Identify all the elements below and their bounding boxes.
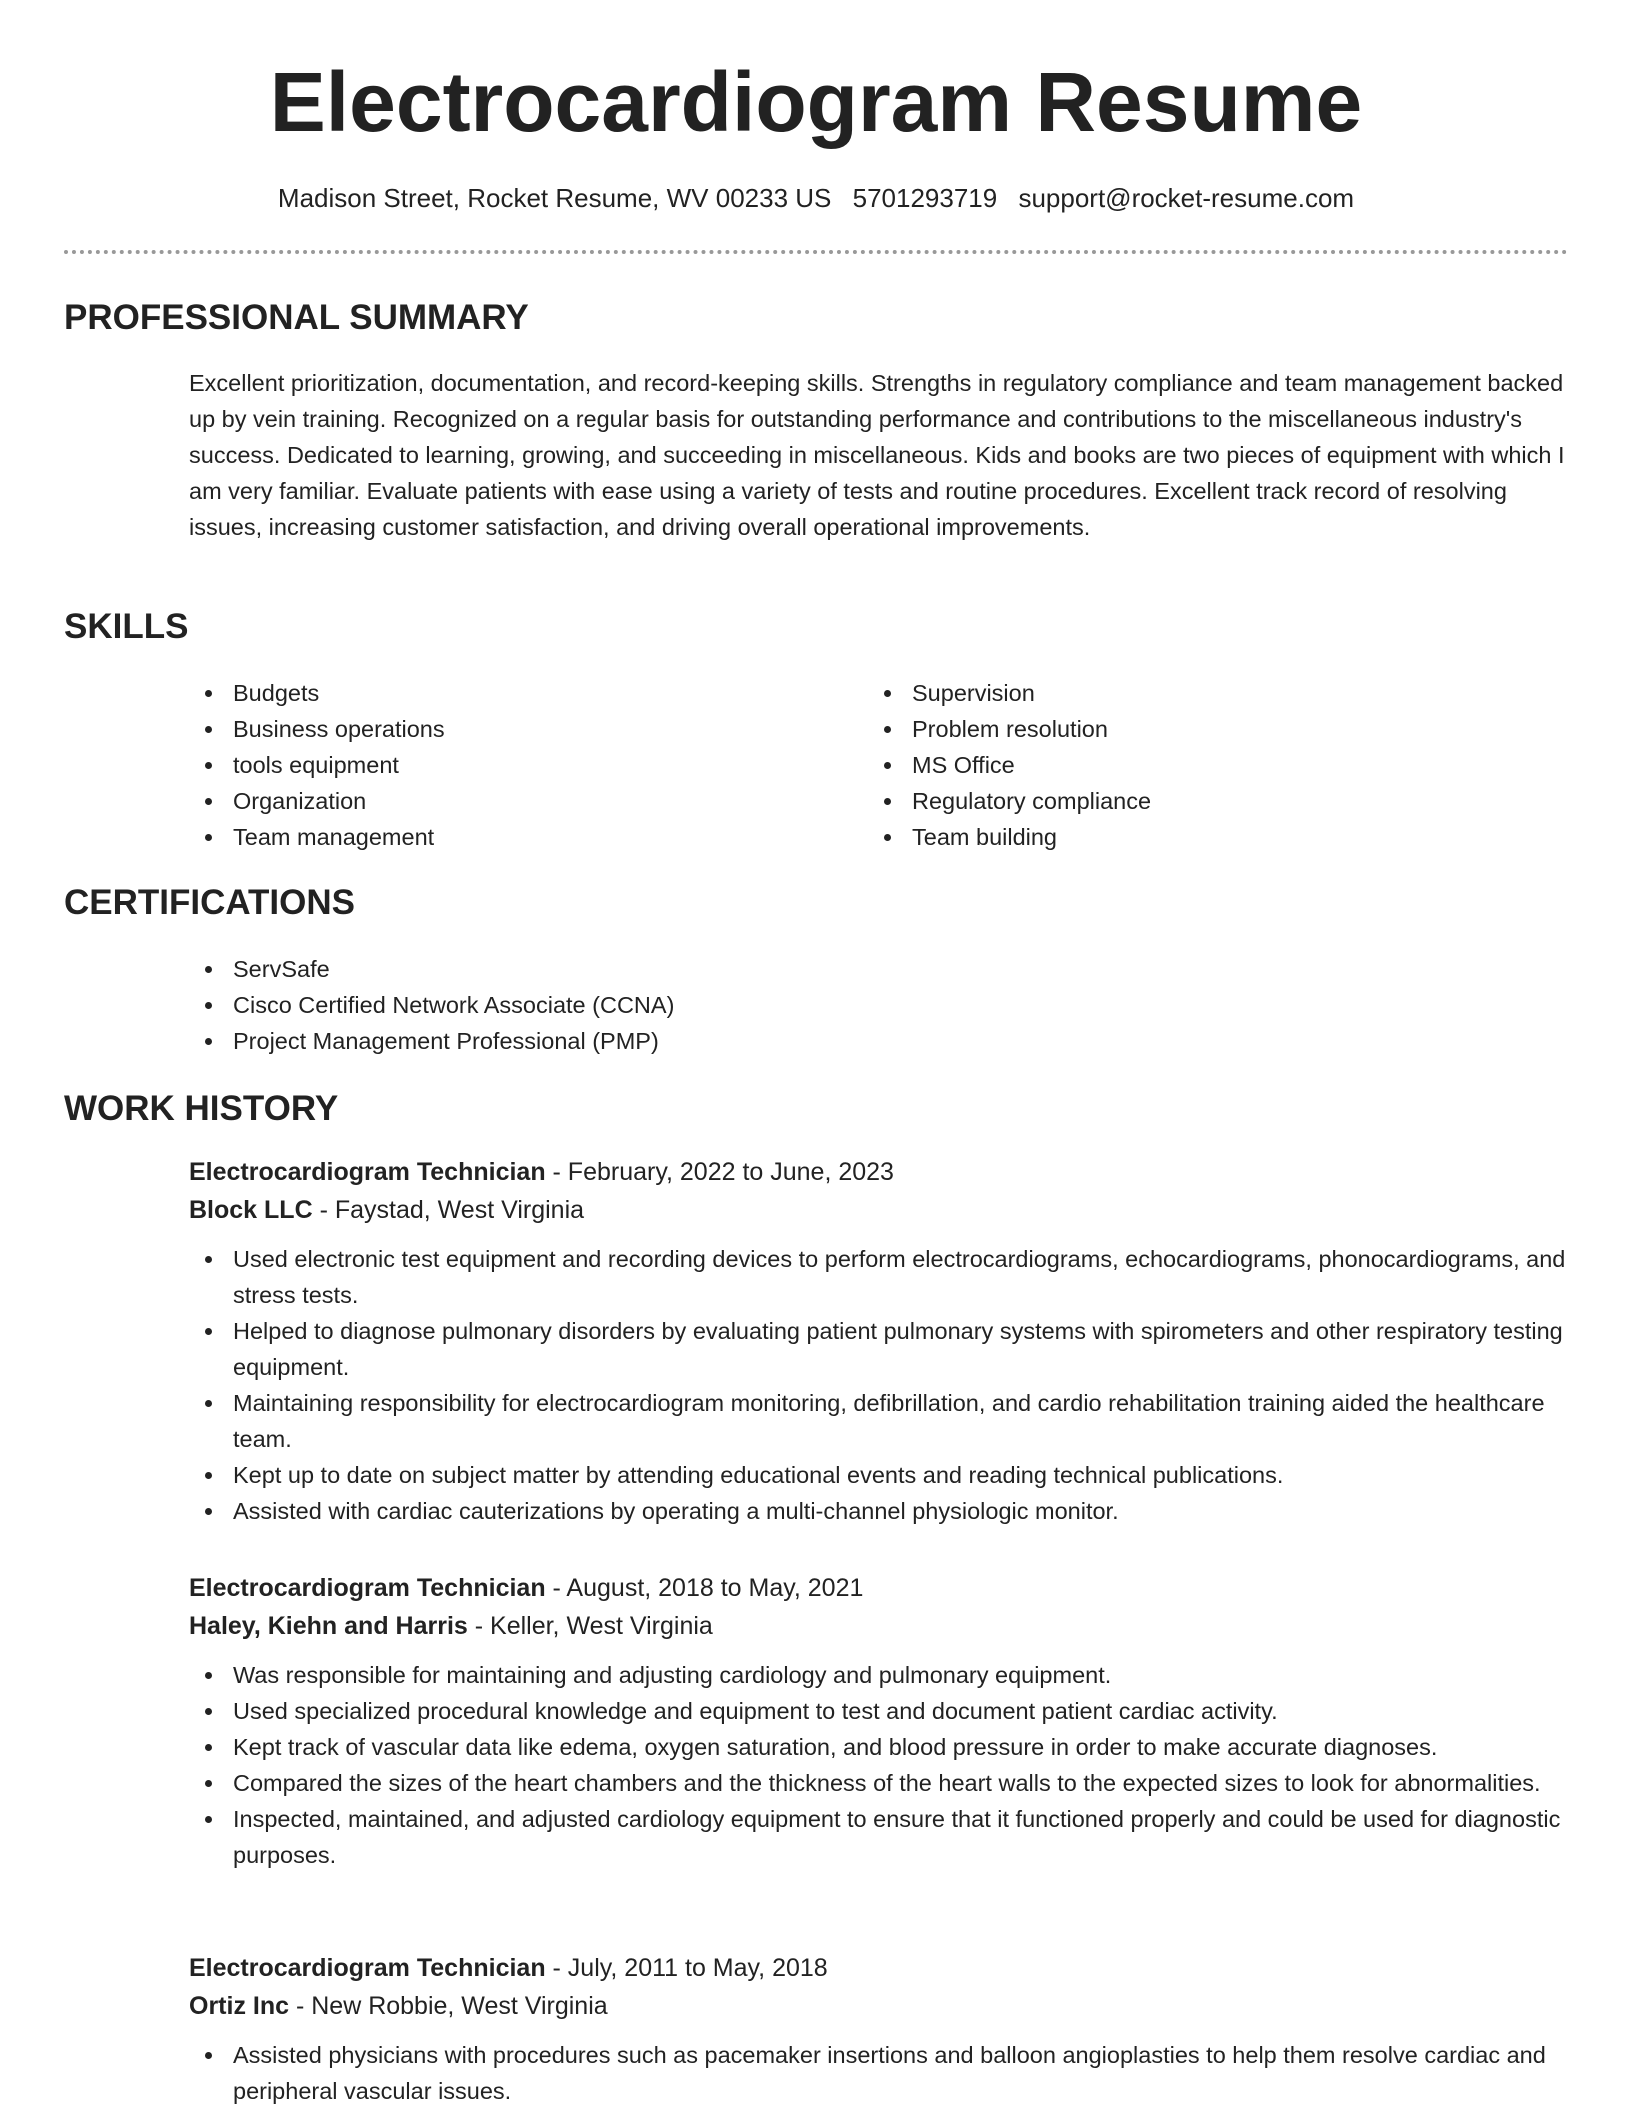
summary-text: Excellent prioritization, documentation, and record-keeping skills. Strengths in regulatory compliance and team management backed up by vein training. Recognized on a regular basis for outstanding performance and contributions to the miscellaneous industry's success. Dedicated to learning, growing, and succeeding in miscellaneous. Kids and books are two pieces of equipment with which I am very familiar. Evaluate patients with ease using a variety of tests and routine procedures. Excellent track record of resolving issues, increasing customer satisfaction, and driving overall operational improvements.: [189, 370, 1565, 540]
job-entry: [189, 1153, 1569, 1529]
job-duty: Helped to diagnose pulmonary disorders by evaluating patient pulmonary systems with spirometers and other respiratory testing equipment.: [189, 1313, 1569, 1385]
contact-line: [0, 180, 1632, 216]
skill-item: Regulatory compliance: [868, 783, 1468, 819]
job-duty: Assisted physicians with procedures such as pacemaker insertions and balloon angioplasties to help them resolve cardiac and peripheral vascular issues.: [189, 2037, 1569, 2109]
job-title: Electrocardiogram Technician: [189, 1954, 546, 1982]
certifications-list: [189, 951, 1569, 1059]
job-duty: Assisted with cardiac cauterizations by operating a multi-channel physiologic monitor.: [189, 1493, 1569, 1529]
skill-item: Budgets: [189, 675, 789, 711]
certifications-heading: CERTIFICATIONS: [64, 883, 356, 922]
job-title-line: [189, 1153, 1569, 1191]
skill-item: Team building: [868, 819, 1468, 855]
skills-list-left: [189, 675, 789, 855]
job-duty: Used electronic test equipment and recording devices to perform electrocardiograms, echocardiograms, phonocardiograms, and stress tests.: [189, 1241, 1569, 1313]
job-duty: Used specialized procedural knowledge and equipment to test and document patient cardiac activity.: [189, 1693, 1569, 1729]
skill-item: Business operations: [189, 711, 789, 747]
job-company-line: [189, 1607, 1569, 1645]
job-location: - New Robbie, West Virginia: [289, 1992, 608, 2020]
job-duty: Compared the sizes of the heart chambers and the thickness of the heart walls to the expected sizes to look for abnormalities.: [189, 1765, 1569, 1801]
job-company: Haley, Kiehn and Harris: [189, 1612, 468, 1640]
skill-item: Organization: [189, 783, 789, 819]
job-duty: Was responsible for maintaining and adjusting cardiology and pulmonary equipment.: [189, 1657, 1569, 1693]
contact-address: Madison Street, Rocket Resume, WV 00233 US: [277, 183, 832, 213]
job-company-line: [189, 1987, 1569, 2025]
skills-list-right: [868, 675, 1468, 855]
certification-item: Cisco Certified Network Associate (CCNA): [189, 987, 1569, 1023]
contact-email: support@rocket-resume.com: [1018, 183, 1355, 213]
job-company: Block LLC: [189, 1196, 313, 1224]
work-history-heading: WORK HISTORY: [64, 1089, 339, 1128]
job-title-line: [189, 1949, 1569, 1987]
skill-item: Team management: [189, 819, 789, 855]
job-title: Electrocardiogram Technician: [189, 1574, 546, 1602]
contact-phone: 5701293719: [852, 183, 998, 213]
job-duties-list: [189, 2037, 1569, 2109]
skill-item: MS Office: [868, 747, 1468, 783]
job-entry: [189, 1569, 1569, 1873]
header-divider: [64, 250, 1568, 254]
job-dates: - February, 2022 to June, 2023: [545, 1158, 894, 1186]
skill-item: Supervision: [868, 675, 1468, 711]
job-company: Ortiz Inc: [189, 1992, 290, 2020]
job-duties-list: [189, 1657, 1569, 1873]
resume-title: Electrocardiogram Resume: [269, 55, 1363, 149]
certification-item: Project Management Professional (PMP): [189, 1023, 1569, 1059]
job-duty: Inspected, maintained, and adjusted cardiology equipment to ensure that it functioned properly and could be used for diagnostic purposes.: [189, 1801, 1569, 1873]
job-title: Electrocardiogram Technician: [189, 1158, 546, 1186]
certification-item: ServSafe: [189, 951, 1569, 987]
skill-item: tools equipment: [189, 747, 789, 783]
job-entry: [189, 1949, 1569, 2109]
job-location: - Faystad, West Virginia: [312, 1196, 585, 1224]
job-dates: - August, 2018 to May, 2021: [545, 1574, 864, 1602]
job-duties-list: [189, 1241, 1569, 1529]
job-duty: Maintaining responsibility for electrocardiogram monitoring, defibrillation, and cardio rehabilitation training aided the healthcare team.: [189, 1385, 1569, 1457]
job-dates: - July, 2011 to May, 2018: [545, 1954, 828, 1982]
skills-heading: SKILLS: [64, 607, 189, 646]
job-title-line: [189, 1569, 1569, 1607]
summary-heading: PROFESSIONAL SUMMARY: [64, 298, 529, 337]
job-company-line: [189, 1191, 1569, 1229]
job-duty: Kept up to date on subject matter by attending educational events and reading technical publications.: [189, 1457, 1569, 1493]
job-location: - Keller, West Virginia: [467, 1612, 713, 1640]
skill-item: Problem resolution: [868, 711, 1468, 747]
job-duty: Kept track of vascular data like edema, oxygen saturation, and blood pressure in order to make accurate diagnoses.: [189, 1729, 1569, 1765]
